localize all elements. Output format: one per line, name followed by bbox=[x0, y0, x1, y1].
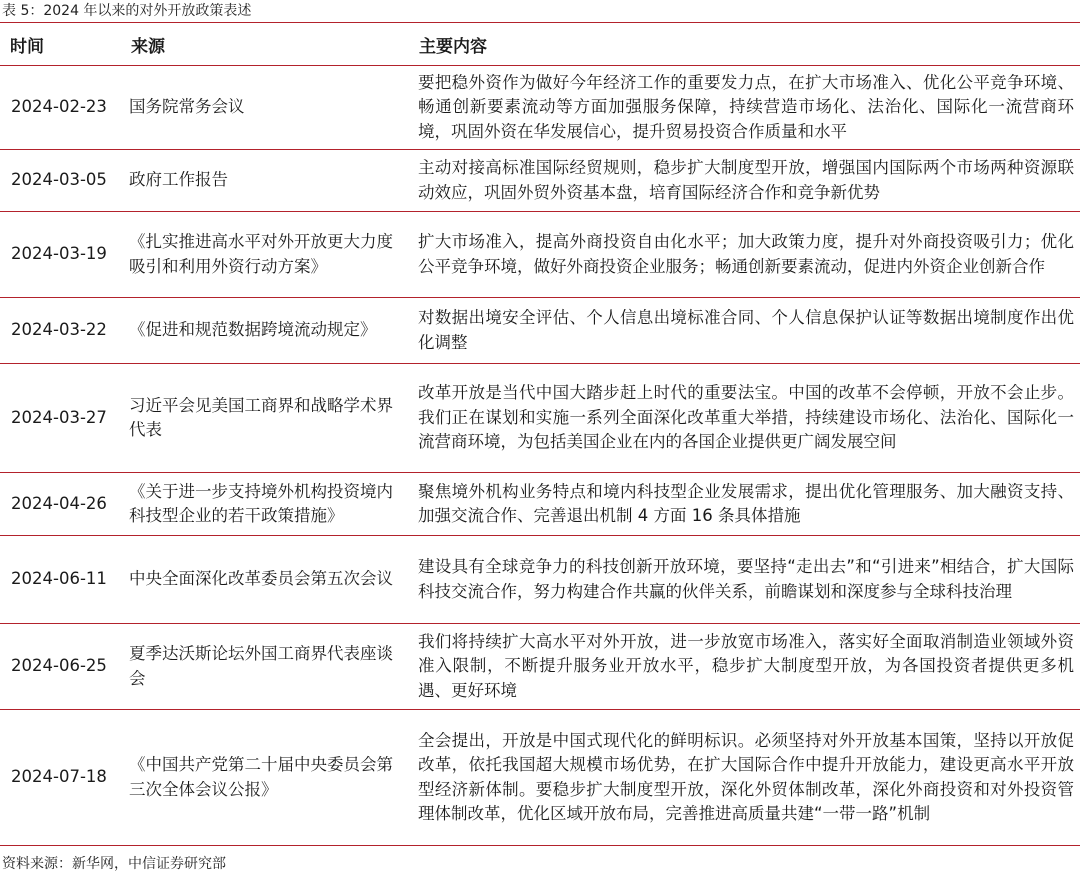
row-source: 《扎实推进高水平对外开放更大力度吸引和利用外资行动方案》 bbox=[121, 212, 406, 298]
row-source: 夏季达沃斯论坛外国工商界代表座谈会 bbox=[121, 624, 406, 710]
row-source: 《促进和规范数据跨境流动规定》 bbox=[121, 298, 406, 364]
table-caption: 表 5：2024 年以来的对外开放政策表述 bbox=[2, 3, 252, 19]
header-content: 主要内容 bbox=[406, 23, 1080, 66]
row-content: 主动对接高标准国际经贸规则，稳步扩大制度型开放，增强国内国际两个市场两种资源联动效应，巩固外贸外资基本盘，培育国际经济合作和竞争新优势 bbox=[406, 150, 1080, 212]
row-date: 2024-03-27 bbox=[0, 364, 121, 473]
row-source: 《中国共产党第二十届中央委员会第三次全体会议公报》 bbox=[121, 710, 406, 846]
row-date: 2024-06-11 bbox=[0, 536, 121, 624]
row-content: 建设具有全球竞争力的科技创新开放环境，要坚持“走出去”和“引进来”相结合，扩大国际科技交流合作，努力构建合作共赢的伙伴关系，前瞻谋划和深度参与全球科技治理 bbox=[406, 536, 1080, 624]
row-source: 习近平会见美国工商界和战略学术界代表 bbox=[121, 364, 406, 473]
source-note: 资料来源：新华网，中信证券研究部 bbox=[2, 856, 226, 872]
table-row bbox=[0, 364, 1080, 473]
policy-table bbox=[0, 22, 1080, 846]
table-row bbox=[0, 212, 1080, 298]
table-row bbox=[0, 624, 1080, 710]
row-source: 《关于进一步支持境外机构投资境内科技型企业的若干政策措施》 bbox=[121, 473, 406, 536]
table-row bbox=[0, 536, 1080, 624]
row-source: 中央全面深化改革委员会第五次会议 bbox=[121, 536, 406, 624]
row-content: 改革开放是当代中国大踏步赶上时代的重要法宝。中国的改革不会停顿，开放不会止步。我们正在谋划和实施一系列全面深化改革重大举措，持续建设市场化、法治化、国际化一流营商环境，为包括美国企业在内的各国企业提供更广阔发展空间 bbox=[406, 364, 1080, 473]
header-date: 时间 bbox=[0, 23, 121, 66]
row-content: 我们将持续扩大高水平对外开放，进一步放宽市场准入，落实好全面取消制造业领域外资准入限制，不断提升服务业开放水平，稳步扩大制度型开放，为各国投资者提供更多机遇、更好环境 bbox=[406, 624, 1080, 710]
row-source: 国务院常务会议 bbox=[121, 66, 406, 150]
row-content: 扩大市场准入，提高外商投资自由化水平；加大政策力度，提升对外商投资吸引力；优化公平竞争环境，做好外商投资企业服务；畅通创新要素流动，促进内外资企业创新合作 bbox=[406, 212, 1080, 298]
row-date: 2024-06-25 bbox=[0, 624, 121, 710]
row-date: 2024-03-19 bbox=[0, 212, 121, 298]
table-row bbox=[0, 473, 1080, 536]
row-content: 要把稳外资作为做好今年经济工作的重要发力点，在扩大市场准入、优化公平竞争环境、畅通创新要素流动等方面加强服务保障，持续营造市场化、法治化、国际化一流营商环境，巩固外资在华发展信心，提升贸易投资合作质量和水平 bbox=[406, 66, 1080, 150]
table-header-row bbox=[0, 23, 1080, 66]
row-content: 对数据出境安全评估、个人信息出境标准合同、个人信息保护认证等数据出境制度作出优化调整 bbox=[406, 298, 1080, 364]
row-content: 聚焦境外机构业务特点和境内科技型企业发展需求，提出优化管理服务、加大融资支持、加强交流合作、完善退出机制 4 方面 16 条具体措施 bbox=[406, 473, 1080, 536]
row-date: 2024-07-18 bbox=[0, 710, 121, 846]
row-date: 2024-03-22 bbox=[0, 298, 121, 364]
row-source: 政府工作报告 bbox=[121, 150, 406, 212]
row-content: 全会提出，开放是中国式现代化的鲜明标识。必须坚持对外开放基本国策，坚持以开放促改革，依托我国超大规模市场优势，在扩大国际合作中提升开放能力，建设更高水平开放型经济新体制。要稳步扩大制度型开放，深化外贸体制改革，深化外商投资和对外投资管理体制改革，优化区域开放布局，完善推进高质量共建“一带一路”机制 bbox=[406, 710, 1080, 846]
row-date: 2024-04-26 bbox=[0, 473, 121, 536]
header-source: 来源 bbox=[121, 23, 406, 66]
row-date: 2024-03-05 bbox=[0, 150, 121, 212]
table-row bbox=[0, 710, 1080, 846]
table-row bbox=[0, 150, 1080, 212]
table-row bbox=[0, 66, 1080, 150]
row-date: 2024-02-23 bbox=[0, 66, 121, 150]
table-row bbox=[0, 298, 1080, 364]
